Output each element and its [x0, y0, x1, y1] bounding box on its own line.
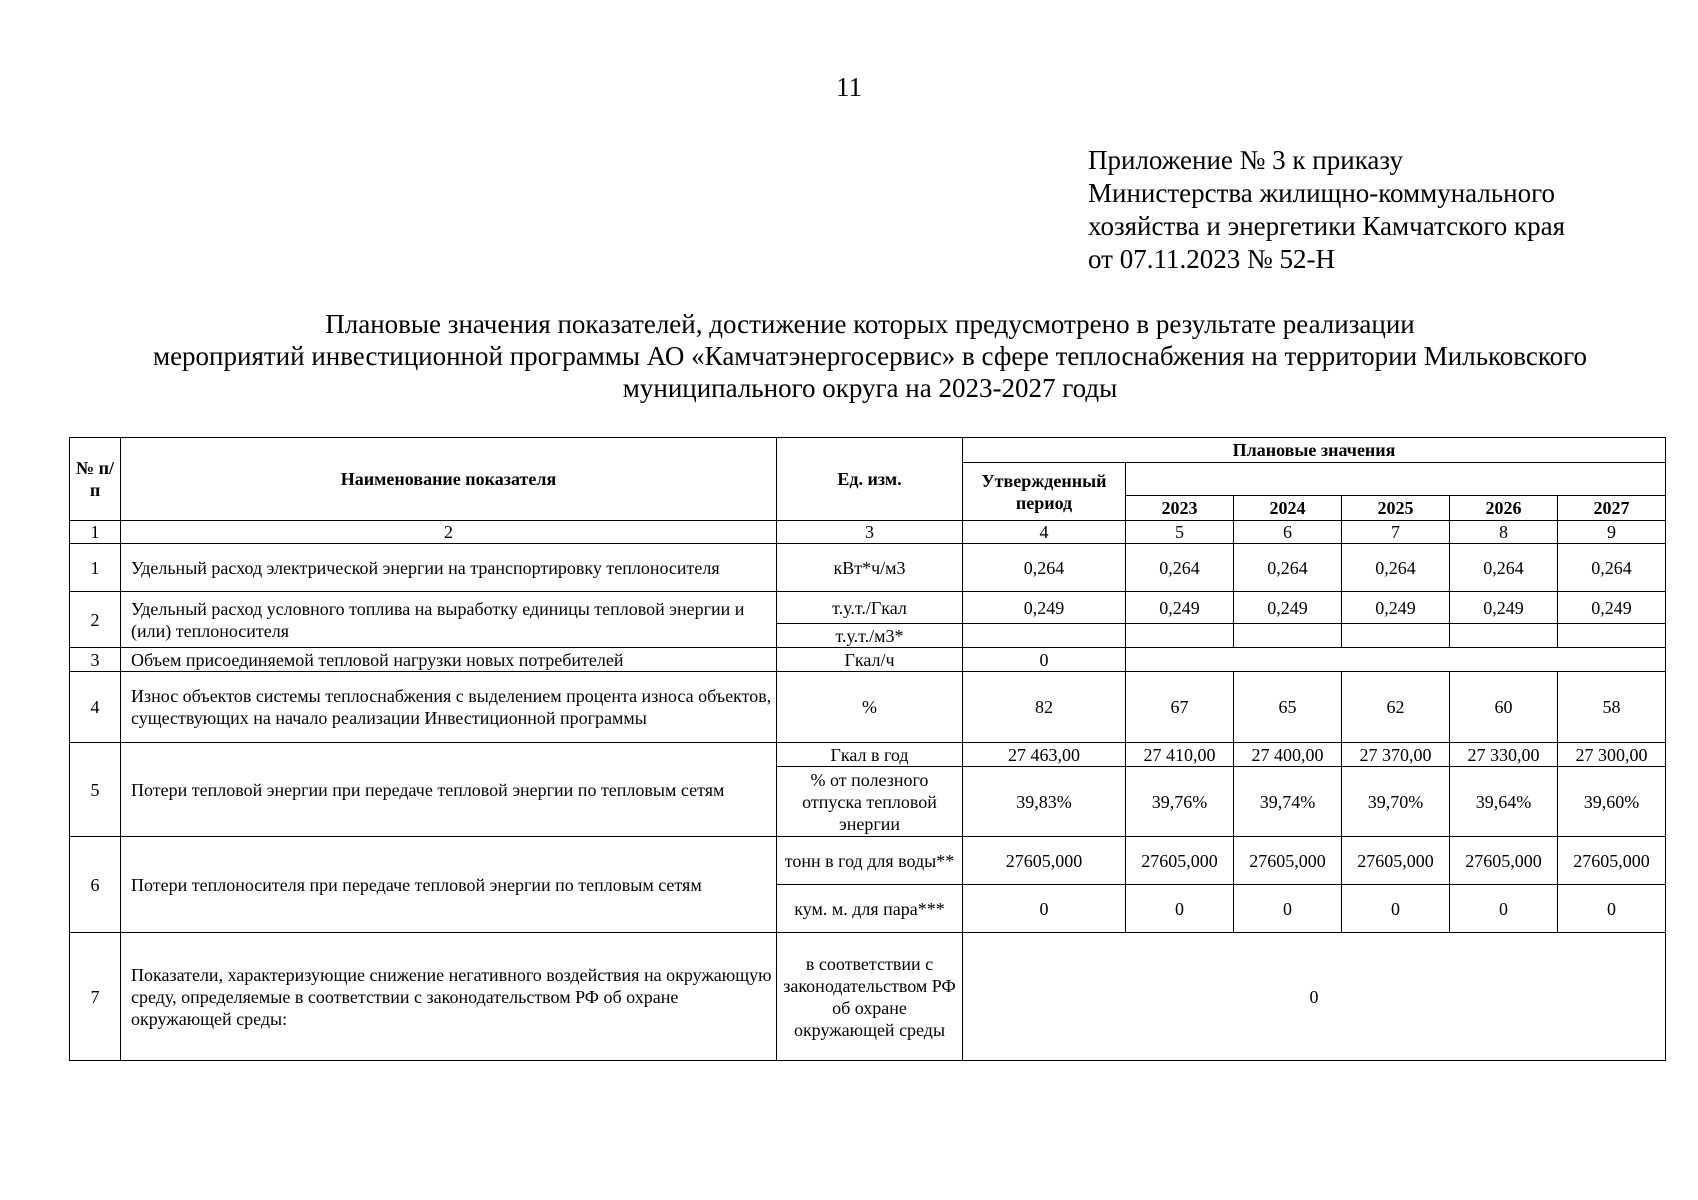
row-value	[1558, 624, 1666, 648]
table-row	[70, 743, 1666, 767]
row-unit: % от полезного отпуска тепловой энергии	[777, 767, 963, 837]
row-value: 27 463,00	[963, 743, 1126, 767]
row-value: 27 410,00	[1126, 743, 1234, 767]
row-value: 60	[1450, 672, 1558, 743]
row-unit: кум. м. для пара***	[777, 885, 963, 933]
row-value: 0,264	[1558, 544, 1666, 592]
indicators-table	[69, 437, 1666, 1061]
row-value: 0	[1126, 885, 1234, 933]
column-index: 4	[963, 521, 1126, 544]
row-value: 62	[1342, 672, 1450, 743]
row-unit: тонн в год для воды**	[777, 837, 963, 885]
row-value: 27605,000	[963, 837, 1126, 885]
page-number: 11	[836, 72, 862, 102]
row-value: 0,249	[1234, 592, 1342, 624]
row-unit: кВт*ч/м3	[777, 544, 963, 592]
row-num: 7	[70, 933, 121, 1061]
column-index: 6	[1234, 521, 1342, 544]
row-value: 0	[963, 648, 1126, 672]
row-value: 39,74%	[1234, 767, 1342, 837]
row-value: 27605,000	[1234, 837, 1342, 885]
column-index: 5	[1126, 521, 1234, 544]
header-year: 2026	[1450, 496, 1558, 521]
row-value	[963, 624, 1126, 648]
row-value: 0,249	[1450, 592, 1558, 624]
header-year: 2023	[1126, 496, 1234, 521]
header-years-spacer	[1126, 463, 1666, 496]
column-index: 3	[777, 521, 963, 544]
row-name: Удельный расход электрической энергии на транспортировку теплоносителя	[121, 544, 777, 592]
column-index-row	[70, 521, 1666, 544]
header-name: Наименование показателя	[121, 438, 777, 521]
header-planned: Плановые значения	[963, 438, 1666, 463]
row-num: 3	[70, 648, 121, 672]
row-value: 0,249	[1342, 592, 1450, 624]
document-title	[60, 308, 1680, 404]
table-row	[70, 592, 1666, 624]
appendix-line: Министерства жилищно-коммунального	[1088, 178, 1556, 208]
header-year: 2024	[1234, 496, 1342, 521]
row-value: 0,264	[1342, 544, 1450, 592]
row-value: 27605,000	[1126, 837, 1234, 885]
row-value: 27605,000	[1558, 837, 1666, 885]
header-year: 2025	[1342, 496, 1450, 521]
row-value	[1450, 624, 1558, 648]
row-value: 0	[1450, 885, 1558, 933]
header-num: № п/п	[70, 438, 121, 521]
row-value: 0,249	[1558, 592, 1666, 624]
row-name: Объем присоединяемой тепловой нагрузки новых потребителей	[121, 648, 777, 672]
row-value: 0	[1558, 885, 1666, 933]
row-value: 65	[1234, 672, 1342, 743]
row-name: Удельный расход условного топлива на выработку единицы тепловой энергии и (или) теплоносителя	[121, 592, 777, 648]
appendix-line: Приложение № 3 к приказу	[1088, 145, 1403, 175]
row-name: Потери теплоносителя при передаче тепловой энергии по тепловым сетям	[121, 837, 777, 933]
row-value: 27 400,00	[1234, 743, 1342, 767]
title-line: Плановые значения показателей, достижение которых предусмотрено в результате реализации	[325, 309, 1415, 339]
column-index: 7	[1342, 521, 1450, 544]
header-unit: Ед. изм.	[777, 438, 963, 521]
row-empty	[1126, 648, 1666, 672]
appendix-line: от 07.11.2023 № 52-Н	[1088, 244, 1335, 274]
row-value: 39,64%	[1450, 767, 1558, 837]
row-value: 0,264	[1126, 544, 1234, 592]
row-name: Показатели, характеризующие снижение негативного воздействия на окружающую среду, определяемые в соответствии с законодательством РФ об охране окружающей среды:	[121, 933, 777, 1061]
row-value: 0,264	[963, 544, 1126, 592]
column-index: 1	[70, 521, 121, 544]
row-unit: т.у.т./Гкал	[777, 592, 963, 624]
row-value: 27605,000	[1342, 837, 1450, 885]
row-value: 0,249	[1126, 592, 1234, 624]
table-row	[70, 544, 1666, 592]
row-value: 0,264	[1234, 544, 1342, 592]
title-line: мероприятий инвестиционной программы АО «Камчатэнергосервис» в сфере теплоснабжения на территории Мильковского	[152, 341, 1588, 371]
row-value	[1342, 624, 1450, 648]
row-value: 82	[963, 672, 1126, 743]
row-value: 67	[1126, 672, 1234, 743]
row-value: 39,60%	[1558, 767, 1666, 837]
row-unit: Гкал в год	[777, 743, 963, 767]
row-value: 27 330,00	[1450, 743, 1558, 767]
column-index: 2	[121, 521, 777, 544]
appendix-block	[1088, 144, 1565, 276]
row-name: Потери тепловой энергии при передаче тепловой энергии по тепловым сетям	[121, 743, 777, 837]
row-num: 5	[70, 743, 121, 837]
row-value: 0,249	[963, 592, 1126, 624]
row-value: 0	[1342, 885, 1450, 933]
title-line: муниципального округа на 2023-2027 годы	[622, 373, 1118, 403]
row-value: 0,264	[1450, 544, 1558, 592]
header-approved: Утвержденный период	[963, 463, 1126, 521]
row-value	[1126, 624, 1234, 648]
header-year: 2027	[1558, 496, 1666, 521]
row-num: 2	[70, 592, 121, 648]
column-index: 9	[1558, 521, 1666, 544]
row-num: 4	[70, 672, 121, 743]
row-value: 0	[963, 933, 1666, 1061]
row-unit: Гкал/ч	[777, 648, 963, 672]
row-value	[1234, 624, 1342, 648]
row-unit: %	[777, 672, 963, 743]
row-unit: в соответствии с законодательством РФ об охране окружающей среды	[777, 933, 963, 1061]
row-value: 27 370,00	[1342, 743, 1450, 767]
row-value: 39,76%	[1126, 767, 1234, 837]
row-value: 27 300,00	[1558, 743, 1666, 767]
row-value: 39,83%	[963, 767, 1126, 837]
row-value: 0	[963, 885, 1126, 933]
table-row	[70, 837, 1666, 885]
appendix-line: хозяйства и энергетики Камчатского края	[1088, 211, 1566, 241]
table-row	[70, 933, 1666, 1061]
column-index: 8	[1450, 521, 1558, 544]
row-value: 27605,000	[1450, 837, 1558, 885]
row-num: 1	[70, 544, 121, 592]
row-unit: т.у.т./м3*	[777, 624, 963, 648]
row-num: 6	[70, 837, 121, 933]
row-value: 39,70%	[1342, 767, 1450, 837]
row-value: 58	[1558, 672, 1666, 743]
row-value: 0	[1234, 885, 1342, 933]
table-row	[70, 672, 1666, 743]
row-name: Износ объектов системы теплоснабжения с выделением процента износа объектов, существующих на начало реализации Инвестиционной программы	[121, 672, 777, 743]
table-row	[70, 648, 1666, 672]
